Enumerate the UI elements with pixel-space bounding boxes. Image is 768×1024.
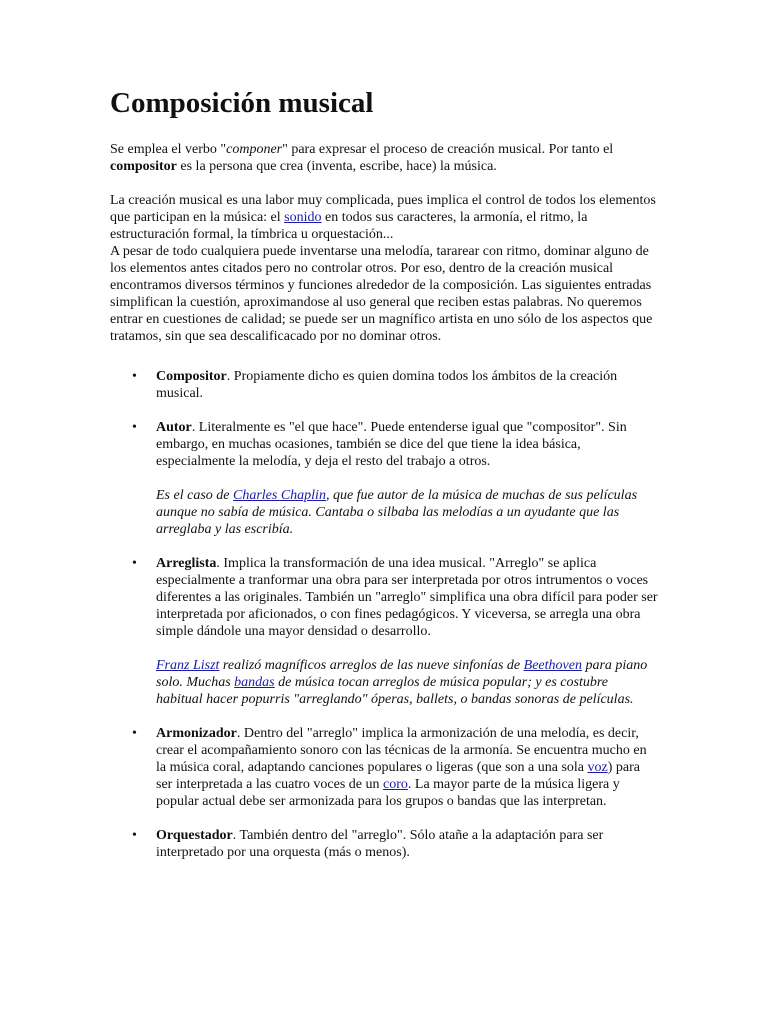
intro-verb: componer [226,141,283,157]
paragraph-3: A pesar de todo cualquiera puede inventarse una melodía, tararear con ritmo, dominar alguno de los elementos antes citados pero no controlar otros. Por eso, dentro de la creación musical encontramos diversos términos y funciones alrededor de la composición. Las siguientes entradas simplifican la cuestión, aproximandose al uso general que reciben estas palabras. No queremos entrar en cuestiones de calidad; se puede ser un magnífico artista en uno sólo de los aspectos que tratamos, sin que sea descalificacado por no dominar otros. [110,243,653,344]
example-autor-text-2: , que fue autor de la música de muchas de sus películas aunque no sabía de música. Cantaba o silbaba las melodías a un ayudante que las arreglaba y las escribía. [156,487,638,537]
link-charles-chaplin[interactable]: Charles Chaplin [232,487,326,503]
text-arreglista: . Implica la transformación de una idea musical. "Arreglo" se aplica especialmente a tranformar una obra para ser interpretada por otros intrumentos o voces diferentes a las originales. También un "arreglo" simplifica una obra difícil para poder ser interpretada por aficionados, o con fines pedagógicos. Y viceversa, se arregla una obra simple dándole una mayor densidad o desarrollo. [156,555,658,639]
term-arreglista: Arreglista [156,555,217,571]
terms-list [110,368,658,861]
link-franz-liszt[interactable]: Franz Liszt [156,657,220,673]
intro-text-1: Se emplea el verbo " [110,141,227,157]
intro-text-2: " para expresar el proceso de creación musical. Por tanto el [282,141,614,157]
term-orquestador: Orquestador [156,827,233,843]
list-item-arreglista [156,555,658,708]
example-arreglista-text-1: realizó magníficos arreglos de las nueve sinfonías de [219,657,524,673]
para2-text-1: La creación musical es una labor muy complicada, pues implica el control de todos los elementos que participan en la música: el [110,192,656,225]
example-arreglista [156,657,658,708]
list-item-compositor [156,368,658,402]
list-item-armonizador [156,725,658,810]
intro-paragraph [110,141,658,175]
term-armonizador: Armonizador [156,725,237,741]
text-armonizador-2: ) para ser interpretada a las cuatro voces de un [156,759,640,792]
para2-text-2: en todos sus caracteres, la armonía, el ritmo, la estructuración formal, la tímbrica u orquestación... [110,209,588,242]
example-autor [156,487,658,538]
text-armonizador-1: . Dentro del "arreglo" implica la armonización de una melodía, es decir, crear el acompañamiento sonoro con las técnicas de la armonía. Se encuentra mucho en la música coral, adaptando canciones populares o ligeras (que son a una sola [156,725,647,775]
term-autor: Autor [156,419,192,435]
text-compositor: . Propiamente dicho es quien domina todos los ámbitos de la creación musical. [156,368,618,401]
intro-term: compositor [110,158,177,174]
example-arreglista-text-3: de música tocan arreglos de música popular; y es costubre habitual hacer popurris "arreglando" óperas, ballets, o bandas sonoras de películas. [156,674,634,707]
link-beethoven[interactable]: Beethoven [523,657,582,673]
term-compositor: Compositor [156,368,227,384]
link-coro[interactable]: coro [383,776,408,792]
link-voz[interactable]: voz [587,759,608,775]
paragraph-2 [110,192,658,243]
intro-text-3: es la persona que crea (inventa, escribe, hace) la música. [176,158,497,174]
example-autor-text-1: Es el caso de [156,487,233,503]
link-sonido[interactable]: sonido [284,209,322,225]
page-title: Composición musical [110,87,374,119]
text-orquestador: . También dentro del "arreglo". Sólo atañe a la adaptación para ser interpretado por una orquesta (más o menos). [156,827,604,860]
link-bandas[interactable]: bandas [234,674,275,690]
example-arreglista-text-2: para piano solo. Muchas [156,657,648,690]
list-item-autor [156,419,658,538]
text-armonizador-3: . La mayor parte de la música ligera y popular actual debe ser armonizada para los grupos o bandas que las interpretan. [156,776,620,809]
list-item-orquestador [156,827,658,861]
text-autor: . Literalmente es "el que hace". Puede entenderse igual que "compositor". Sin embargo, en muchas ocasiones, también se dice del que tiene la idea básica, especialmente la melodía, y deja el resto del trabajo a otros. [156,419,627,469]
